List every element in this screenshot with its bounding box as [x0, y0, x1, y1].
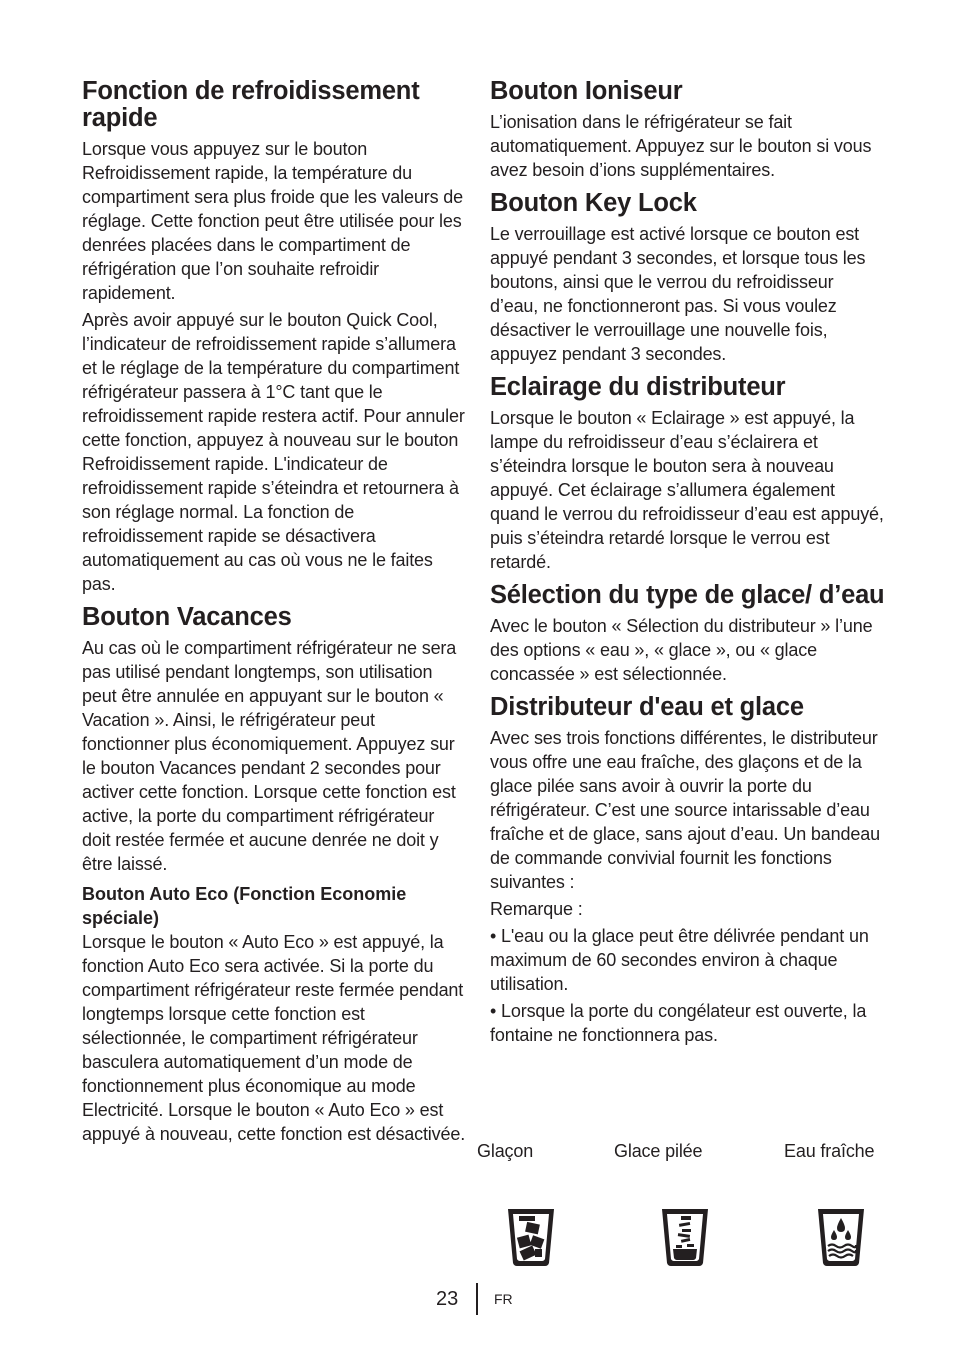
quick-cool-paragraph-2: Après avoir appuyé sur le bouton Quick Cool, l’indicateur de refroidissement rapide s’allumera et le réglage de la température du compartiment réfrigérateur passera à 1°C tant que le refroidissement rapide restera actif. Pour annuler cette fonction, appuyez à nouveau sur le bouton Refroidissement rapide. L'indicateur de refroidissement rapide s’éteindra et retournera à son réglage normal. La fonction de refroidissement rapide se désactivera automatiquement au cas où vous ne le faites pas.: [82, 310, 465, 594]
dispenser-light-paragraph: Lorsque le bouton « Eclairage » est appuyé, la lampe du refroidisseur d’eau s’éclairera et s’éteindra lorsque le bouton sera à nouveau appuyé. Cet éclairage s’allumera également quand le verrou du refroidisseur d’eau est appuyé, puis s’éteindra retardé lorsque le verrou est retardé.: [490, 408, 884, 572]
ice-water-selection-paragraph: Avec le bouton « Sélection du distributeur » l’une des options « eau », « glace », ou « glace concassée » est sélectionnée.: [490, 616, 873, 684]
section-dispenser-light: [490, 374, 885, 574]
ice-water-selection-heading: Sélection du type de glace/ d’eau: [490, 581, 885, 609]
dispenser-note-2: • Lorsque la porte du congélateur est ouverte, la fontaine ne fonctionnera pas.: [490, 1001, 867, 1045]
ice-cubes-icon: [505, 1205, 557, 1267]
ioniser-paragraph: L’ionisation dans le réfrigérateur se fait automatiquement. Appuyez sur le bouton si vous avez besoin d’ions supplémentaires.: [490, 112, 872, 180]
dispenser-icon-labels: [477, 1141, 897, 1167]
section-vacation: [82, 604, 467, 876]
vacation-paragraph: Au cas où le compartiment réfrigérateur ne sera pas utilisé pendant longtemps, son utilisation peut être annulée en appuyant sur le bouton « Vacation ». Ainsi, le réfrigérateur peut fonctionner plus économiquement. Appuyez sur le bouton Vacances pendant 2 secondes pour activer cette fonction. Lorsque cette fonction est active, la porte du compartiment réfrigérateur doit restée fermée et aucune denrée ne doit y être laissé.: [82, 638, 457, 874]
page-number: 23: [436, 1288, 459, 1310]
left-column: [82, 78, 467, 1149]
dispenser-paragraph-1: Avec ses trois fonctions différentes, le distributeur vous offre une eau fraîche, des glaçons et de la glace pilée sans avoir à ouvrir la porte du réfrigérateur. C’est une source intarissable d’eau fraîche et de glace, sans ajout d’eau. Un bandeau de commande convivial fournit les fonctions suivantes :: [490, 728, 880, 892]
dispenser-heading: Distributeur d'eau et glace: [490, 693, 804, 721]
vacation-heading: Bouton Vacances: [82, 603, 292, 631]
crushed-ice-label: Glace pilée: [614, 1141, 703, 1161]
water-label: Eau fraîche: [784, 1141, 875, 1161]
dispenser-light-heading: Eclairage du distributeur: [490, 373, 786, 401]
section-key-lock: [490, 190, 885, 366]
ioniser-heading: Bouton Ioniseur: [490, 77, 683, 105]
dispenser-remark: Remarque :: [490, 899, 583, 919]
section-quick-cool: [82, 78, 467, 596]
auto-eco-heading: Bouton Auto Eco (Fonction Economie spéciale): [82, 884, 407, 928]
footer-divider: [476, 1283, 478, 1315]
quick-cool-heading: Fonction de refroidissement rapide: [82, 77, 420, 132]
crushed-ice-icon: [659, 1205, 711, 1267]
section-dispenser: [490, 694, 885, 1047]
section-auto-eco: [82, 882, 467, 1146]
key-lock-paragraph: Le verrouillage est activé lorsque ce bouton est appuyé pendant 3 secondes, et lorsque tous les boutons, ainsi que le verrou du refroidisseur d’eau, ne fonctionneront pas. Si vous voulez désactiver le verrouillage une nouvelle fois, appuyez pendant 3 secondes.: [490, 224, 866, 364]
quick-cool-paragraph-1: Lorsque vous appuyez sur le bouton Refroidissement rapide, la température du compartiment sera plus froide que les valeurs de réglage. Cette fonction peut être utilisée pour les denrées placées dans le compartiment de réfrigération que l’on souhaite refroidir rapidement.: [82, 139, 463, 303]
ice-cubes-label: Glaçon: [477, 1141, 534, 1161]
dispenser-note-1: • L'eau ou la glace peut être délivrée pendant un maximum de 60 secondes environ à chaque utilisation.: [490, 926, 869, 994]
water-icon: [815, 1205, 867, 1267]
section-ice-water-selection: [490, 582, 885, 686]
key-lock-heading: Bouton Key Lock: [490, 189, 697, 217]
section-ioniser: [490, 78, 885, 182]
auto-eco-paragraph: Lorsque le bouton « Auto Eco » est appuyé, la fonction Auto Eco sera activée. Si la porte du compartiment réfrigérateur reste fermée pendant longtemps lorsque cette fonction est sélectionnée, le compartiment réfrigérateur basculera automatiquement d’un mode de fonctionnement plus économique au mode Electricité. Lorsque le bouton « Auto Eco » est appuyé à nouveau, cette fonction est désactivée.: [82, 932, 466, 1144]
language-code: FR: [494, 1291, 513, 1307]
right-column: [490, 78, 885, 1050]
